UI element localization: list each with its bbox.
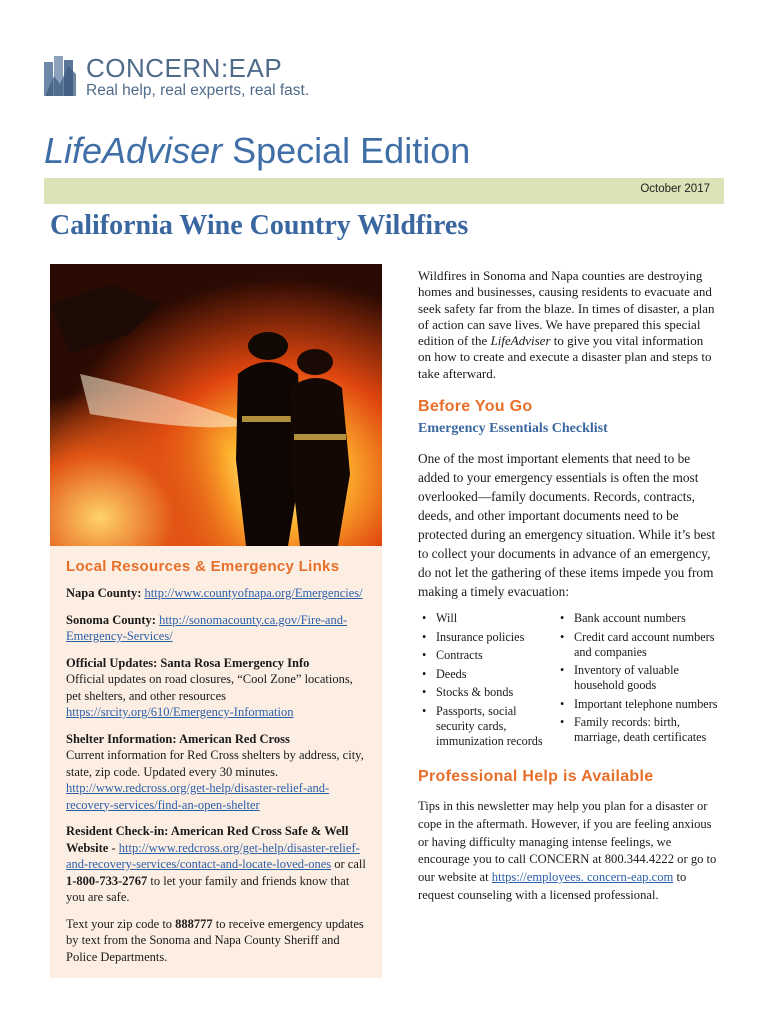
napa-resource bbox=[66, 585, 368, 602]
checkin-after: to let your family and friends know that you are safe. bbox=[66, 873, 350, 904]
firefighters-photo bbox=[50, 264, 382, 546]
list-item: • Contracts bbox=[418, 648, 556, 663]
main-heading: California Wine Country Wildfires bbox=[50, 210, 469, 241]
napa-label: Napa County: bbox=[66, 586, 142, 600]
intro-paragraph bbox=[418, 268, 718, 382]
sonoma-label: Sonoma County: bbox=[66, 612, 156, 627]
text-alert-resource bbox=[66, 916, 368, 966]
text-after: to receive emergency updates by text from the Sonoma and Napa County Sheriff and Police Departments. bbox=[66, 916, 364, 964]
shelter-text: Current information for Red Cross shelters by address, city, state, zip code. Updated every 30 minutes. bbox=[66, 748, 364, 779]
checkin-phone: 1-800-733-2767 bbox=[66, 873, 148, 888]
local-resources-heading: Local Resources & Emergency Links bbox=[66, 558, 340, 575]
documents-checklist bbox=[418, 611, 718, 752]
list-item: • Stocks & bonds bbox=[418, 685, 556, 700]
sonoma-link[interactable]: http://sonomacounty.ca.gov/Fire-and-Emergency-Services/ bbox=[66, 612, 348, 643]
list-item: • Important telephone numbers bbox=[556, 697, 718, 712]
professional-help-heading: Professional Help is Available bbox=[418, 768, 654, 786]
list-item: • Insurance policies bbox=[418, 630, 556, 645]
checkin-label: Resident Check-in: American Red Cross Safe & Well Website bbox=[66, 824, 349, 855]
shelter-label: Shelter Information: American Red Cross bbox=[66, 731, 290, 746]
local-resources-panel bbox=[50, 546, 382, 978]
text-code: 888777 bbox=[175, 916, 213, 931]
list-item: • Family records: birth, marriage, death certificates bbox=[556, 715, 718, 745]
checklist-column-a bbox=[418, 611, 556, 752]
concern-eap-logo bbox=[44, 54, 309, 100]
official-label: Official Updates: Santa Rosa Emergency Info bbox=[66, 655, 310, 670]
list-item: • Deeds bbox=[418, 667, 556, 682]
employees-website-link[interactable]: https://employees. concern-eap.com bbox=[491, 870, 674, 885]
firefighters-photo-icon bbox=[50, 264, 382, 546]
intro-after: to give you vital information on how to create and execute a disaster plan and steps to take afterward. bbox=[418, 333, 712, 381]
professional-help-text bbox=[418, 798, 718, 905]
list-item: • Passports, social security cards, immunization records bbox=[418, 704, 556, 749]
edition-brand: LifeAdviser bbox=[44, 130, 223, 171]
checkin-link[interactable]: http://www.redcross.org/get-help/disaster-relief-and-recovery-services/contact-and-locate-loved-ones bbox=[66, 840, 360, 871]
list-item: • Credit card account numbers and companies bbox=[556, 630, 718, 660]
list-item: • Will bbox=[418, 611, 556, 626]
checklist-column-b bbox=[556, 611, 718, 752]
official-updates-resource bbox=[66, 655, 368, 721]
official-text: Official updates on road closures, “Cool Zone” locations, pet shelters, and other resources bbox=[66, 672, 353, 703]
sonoma-resource bbox=[66, 612, 368, 645]
intro-before: Wildfires in Sonoma and Napa counties are destroying homes and businesses, causing residents to evacuate and seek safety far from the blaze. In times of disaster, a plan of action can save lives. We have prepared this special edition of the bbox=[418, 268, 715, 349]
shelter-link[interactable]: http://www.redcross.org/get-help/disaster-relief-and-recovery-services/find-an-open-shelter bbox=[66, 781, 330, 812]
list-item: • Bank account numbers bbox=[556, 611, 718, 626]
checkin-separator: - bbox=[108, 840, 119, 855]
prof-text-after: to request counseling with a licensed professional. bbox=[418, 870, 687, 903]
right-column bbox=[418, 268, 718, 905]
before-you-go-heading: Before You Go bbox=[418, 398, 533, 416]
text-before: Text your zip code to bbox=[66, 916, 176, 931]
shelter-resource bbox=[66, 731, 368, 814]
logo-mark-icon bbox=[44, 54, 78, 98]
edition-suffix: Special Edition bbox=[222, 130, 471, 171]
list-item: • Inventory of valuable household goods bbox=[556, 663, 718, 693]
edition-title bbox=[44, 130, 470, 172]
intro-brand: LifeAdviser bbox=[490, 333, 551, 349]
checklist-body: One of the most important elements that need to be added to your emergency essentials is often the most overlooked—family documents. Records, contracts, deeds, and other important documents need to be protected during an emergency situation. While it’s best to collect your documents in advance of an emergency, do not let the gathering of these items impede you from making a timely evacuation: bbox=[418, 451, 716, 600]
checklist-title: Emergency Essentials Checklist bbox=[418, 421, 608, 437]
prof-text-before: Tips in this newsletter may help you plan for a disaster or cope in the aftermath. However, if you are feeling anxious or having difficulty managing intense feelings, we encourage you to call CONCERN at 800.344.4222 or go to our website at bbox=[418, 799, 717, 885]
issue-date: October 2017 bbox=[640, 183, 710, 195]
date-bar bbox=[44, 178, 724, 204]
logo-tagline: Real help, real experts, real fast. bbox=[86, 82, 310, 99]
official-link[interactable]: https://srcity.org/610/Emergency-Information bbox=[66, 705, 294, 719]
checkin-call: or call bbox=[331, 857, 366, 871]
checkin-resource bbox=[66, 823, 368, 906]
napa-link[interactable]: http://www.countyofnapa.org/Emergencies/ bbox=[144, 586, 363, 600]
logo-brand: CONCERN:EAP bbox=[86, 53, 283, 83]
